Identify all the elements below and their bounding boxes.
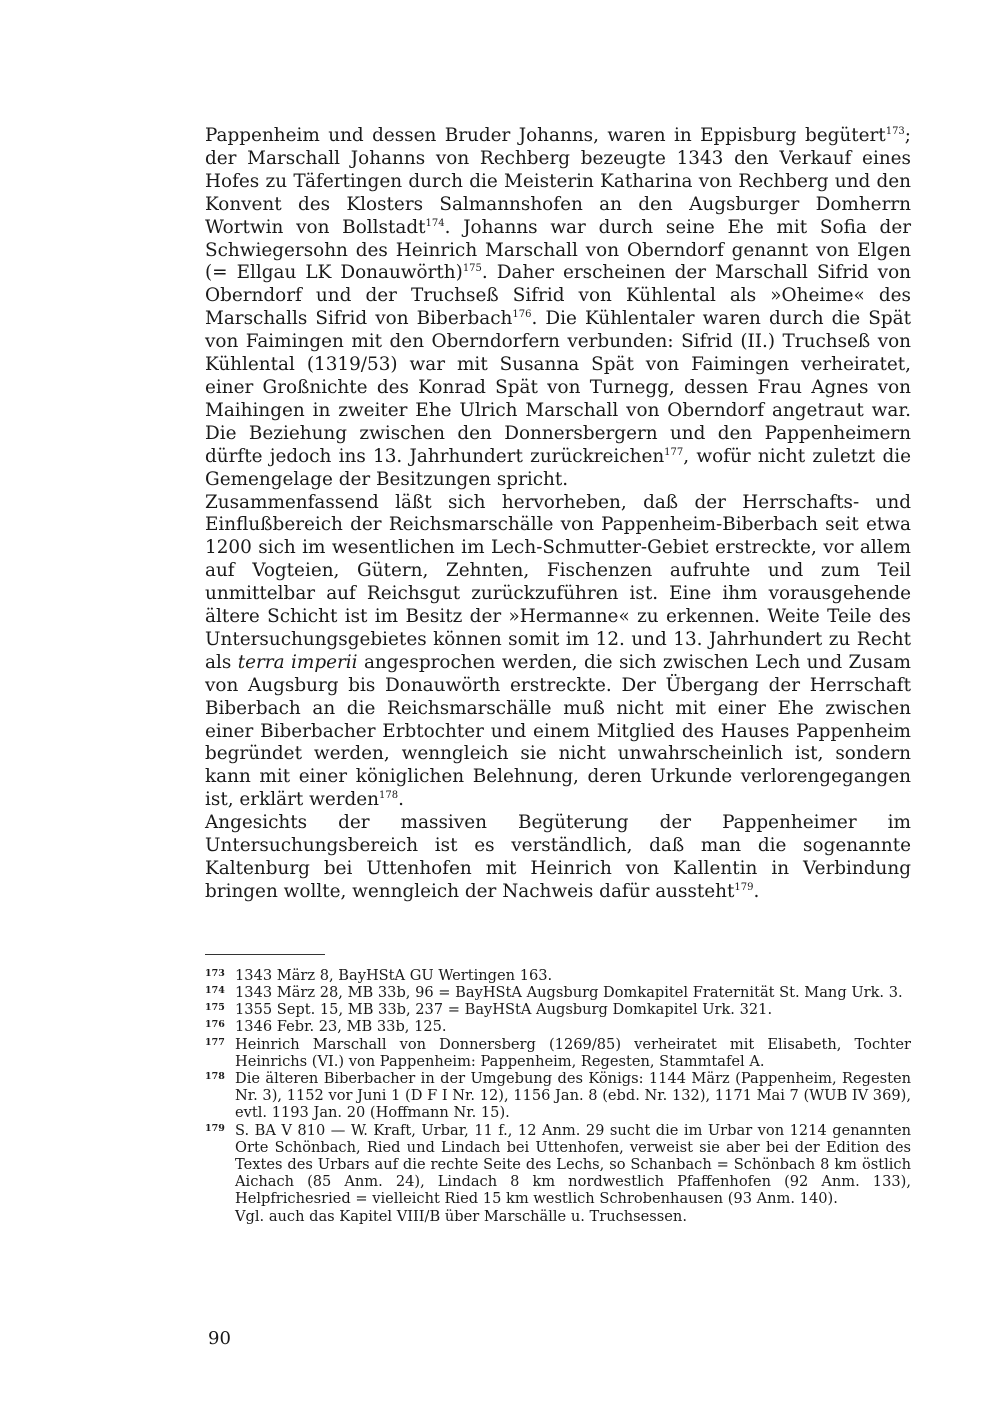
footnote-separator xyxy=(205,954,325,955)
text-segment: Pappenheim und dessen Bruder Johanns, waren in Eppisburg begütert xyxy=(205,125,886,146)
text-segment: . xyxy=(398,789,404,811)
footnote-174 xyxy=(205,984,911,1001)
footnote-number: 175 xyxy=(205,1002,225,1014)
text-segment: , wofür nicht zuletzt die Gemengelage der Besitzungen spricht. xyxy=(205,445,911,490)
footnote-number: 176 xyxy=(205,1019,225,1031)
footnote-179 xyxy=(205,1122,911,1208)
text-segment: . Daher erscheinen der Marschall Sifrid von Oberndorf und der Truchseß Sifrid von Kühlental als »Oheime« des Marschalls Sifrid von Biberbach xyxy=(205,262,911,330)
footnote-ref-179[interactable]: 179 xyxy=(734,881,754,893)
paragraph-2 xyxy=(205,492,911,813)
italic-term: terra imperii xyxy=(237,651,358,673)
footnote-text: 1343 März 8, BayHStA GU Wertingen 163. xyxy=(235,966,553,984)
footnote-175 xyxy=(205,1001,911,1018)
footnote-178 xyxy=(205,1070,911,1122)
page-number: 90 xyxy=(208,1328,231,1349)
footnote-176 xyxy=(205,1018,911,1035)
footnote-text: S. BA V 810 — W. Kraft, Urbar, 11 f., 12 Anm. 29 sucht die im Urbar von 1214 genannten Orte Schönbach, Ried und Lindach bei Uttenhofen, verweist sie aber bei der Edition des Textes des Urbars auf die rechte Seite des Lechs, so Schanbach = Schönbach 8 km östlich Aichach (85 Anm. 24), Lindach 8 km nordwestlich Pfaffenhofen (92 Anm. 133), Helpfrichesried = vielleicht Ried 15 km westlich Schrobenhausen (93 Anm. 140). xyxy=(235,1121,911,1208)
footnote-text: Heinrich Marschall von Donnersberg (1269/85) verheiratet mit Elisabeth, Tochter Heinrichs (VI.) von Pappenheim: Pappenheim, Regesten, Stammtafel A. xyxy=(235,1035,911,1070)
footnote-text: Die älteren Biberbacher in der Umgebung des Königs: 1144 März (Pappenheim, Regesten Nr. 3), 1152 vor Juni 1 (D F I Nr. 12), 1156 Jan. 8 (ebd. Nr. 132), 1171 Mai 7 (WUB IV 369), evtl. 1193 Jan. 20 (Hoffmann Nr. 15). xyxy=(235,1070,911,1122)
footnote-ref-176[interactable]: 176 xyxy=(512,309,532,321)
footnote-ref-174[interactable]: 174 xyxy=(425,217,445,229)
page-content xyxy=(205,125,911,1225)
footnote-ref-175[interactable]: 175 xyxy=(462,263,482,275)
footnote-ref-173[interactable]: 173 xyxy=(885,125,905,137)
footnote-continuation: Vgl. auch das Kapitel VIII/B über Marschälle u. Truchsessen. xyxy=(235,1207,687,1225)
text-segment: . Johanns war durch seine Ehe mit Sofia der Schwiegersohn des Heinrich Marschall von Oberndorf genannt von Elgen (= Ellgau LK Donauwörth) xyxy=(205,216,912,284)
footnote-ref-178[interactable]: 178 xyxy=(379,790,399,802)
footnote-number: 174 xyxy=(205,985,225,997)
footnote-text: 1346 Febr. 23, MB 33b, 125. xyxy=(235,1018,447,1036)
footnotes xyxy=(205,967,911,1225)
footnote-number: 177 xyxy=(205,1036,225,1048)
paragraph-3 xyxy=(205,812,911,904)
footnote-text: 1343 März 28, MB 33b, 96 = BayHStA Augsburg Domkapitel Fraternität St. Mang Urk. 3. xyxy=(235,984,903,1002)
text-segment: . xyxy=(753,880,760,902)
text-segment: angesprochen werden, die sich zwischen Lech und Zusam von Augsburg bis Donauwörth erstreckte. Der Übergang der Herrschaft Biberbach an die Reichsmarschälle muß nicht mit einer Ehe zwischen einer Biberbacher Erbtochter und einem Mitglied des Hauses Pappenheim begründet werden, wenngleich sie nicht unwahrscheinlich ist, sondern kann mit einer königlichen Belehnung, deren Urkunde verlorengegangen ist, erklärt werden xyxy=(205,651,911,811)
footnote-number: 178 xyxy=(205,1071,225,1083)
text-segment: ; der Marschall Johanns von Rechberg bezeugte 1343 den Verkauf eines Hofes zu Täfertingen durch die Meisterin Katharina von Rechberg und den Konvent des Klosters Salmannshofen an den Augsburger Domherrn Wortwin von Bollstadt xyxy=(205,125,911,238)
footnote-ref-177[interactable]: 177 xyxy=(664,446,684,458)
paragraph-1 xyxy=(205,125,911,492)
text-segment: Angesichts der massiven Begüterung der Pappenheimer im Untersuchungsbereich ist es verständlich, daß man die sogenannte Kaltenburg bei Uttenhofen mit Heinrich von Kallentin in Verbindung bringen wollte, wenngleich der Nachweis dafür aussteht xyxy=(205,812,911,902)
footnote-173 xyxy=(205,967,911,984)
text-segment: Zusammenfassend läßt sich hervorheben, daß der Herrschafts- und Einflußbereich der Reichsmarschälle von Pappenheim-Biberbach seit etwa 1200 sich im wesentlichen im Lech-Schmutter-Gebiet erstreckte, vor allem auf Vogteien, Gütern, Zehnten, Fischenzen aufruhte und zum Teil unmittelbar auf Reichsgut zurückzuführen ist. Eine ihm vorausgehende ältere Schicht ist im Besitz der »Hermanne« zu erkennen. Weite Teile des Untersuchungsgebietes können somit im 12. und 13. Jahrhundert zu Recht als xyxy=(205,491,911,673)
footnote-177 xyxy=(205,1036,911,1070)
footnote-text: 1355 Sept. 15, MB 33b, 237 = BayHStA Augsburg Domkapitel Urk. 321. xyxy=(235,1001,773,1019)
text-segment: . Die Kühlentaler waren durch die Spät von Faimingen mit den Oberndorfern verbunden: Sifrid (II.) Truchseß von Kühlental (1319/53) war mit Susanna Spät von Faimingen verheiratet, einer Großnichte des Konrad Spät von Turnegg, dessen Frau Agnes von Maihingen in zweiter Ehe Ulrich Marschall von Oberndorf angetraut war. Die Beziehung zwischen den Donnersbergern und den Pappenheimern dürfte jedoch ins 13. Jahrhundert zurückreichen xyxy=(205,308,911,467)
footnote-number: 173 xyxy=(205,967,225,979)
footnote-number: 179 xyxy=(205,1122,225,1134)
